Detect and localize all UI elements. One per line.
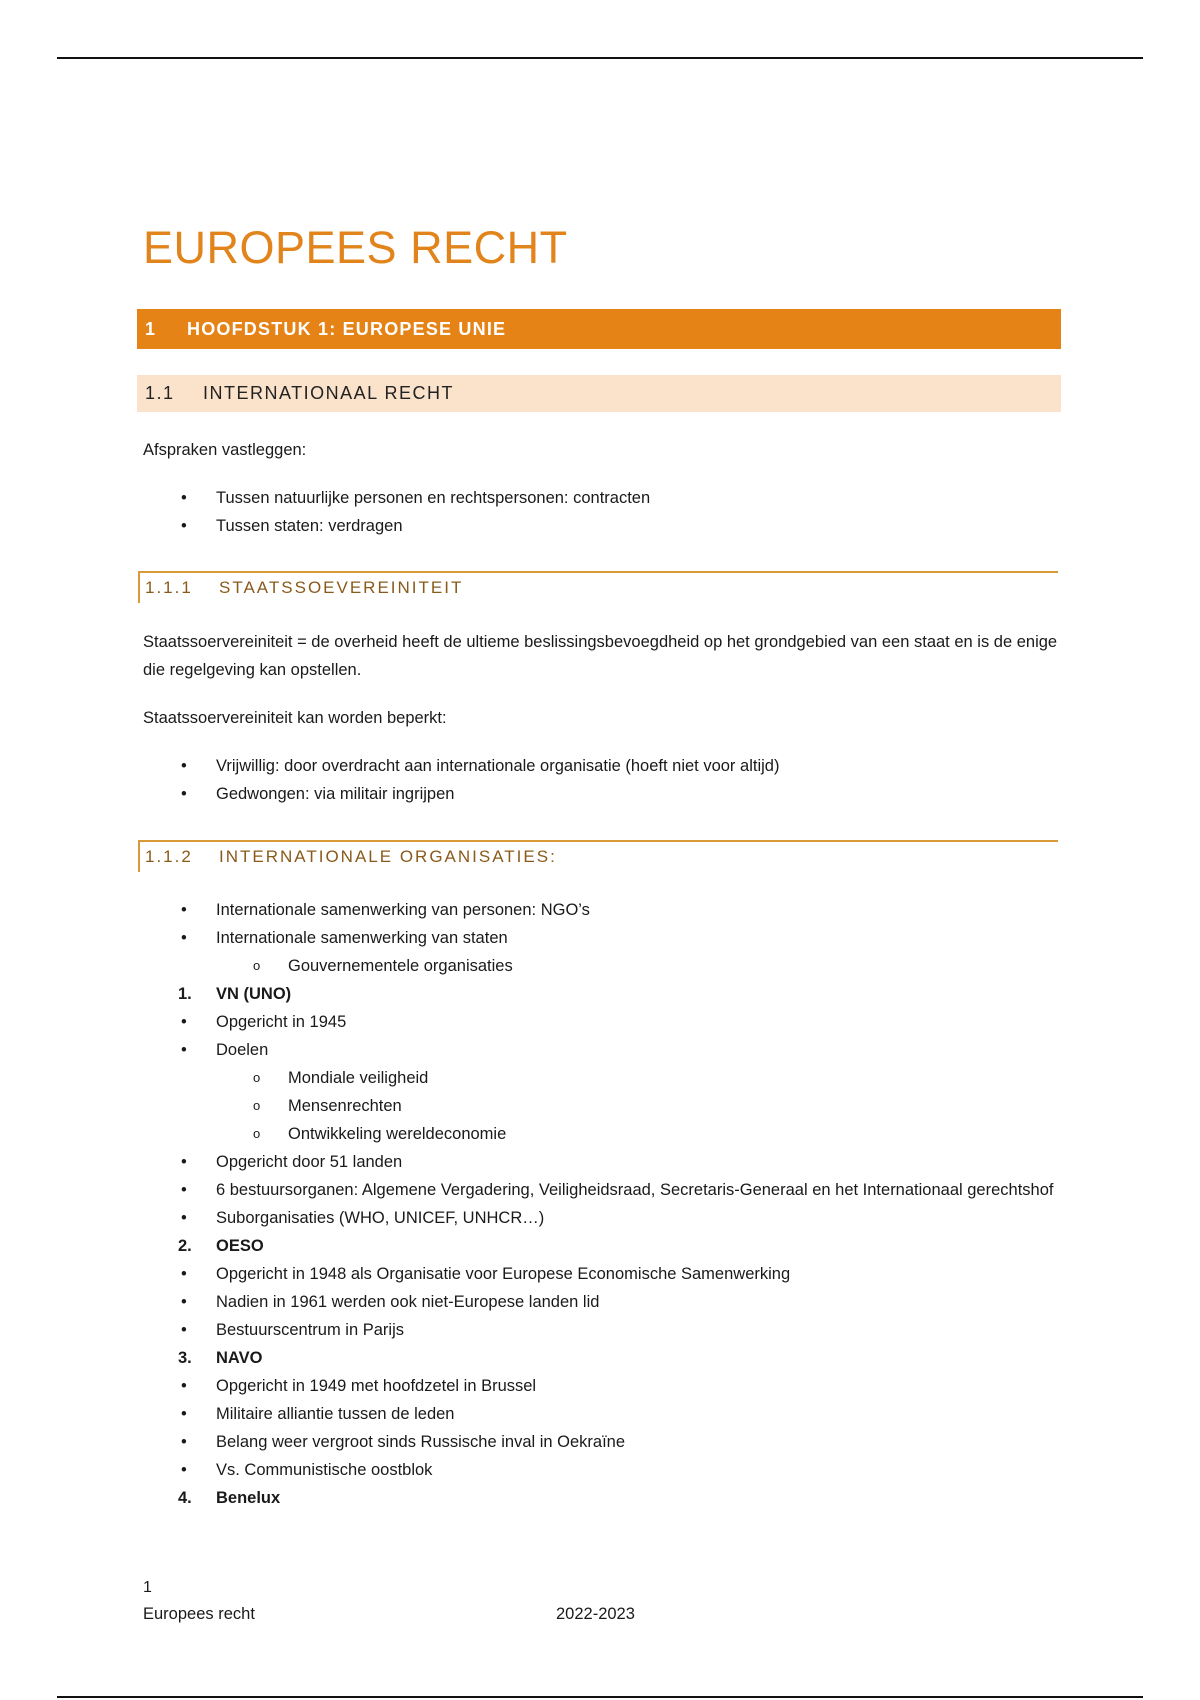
header-rule: [57, 57, 1143, 59]
footer-document-name: Europees recht: [143, 1605, 255, 1623]
list-item: • Tussen natuurlijke personen en rechtspersonen: contracten: [181, 489, 651, 507]
list-item: • Tussen staten: verdragen: [181, 517, 403, 535]
list-item: • Internationale samenwerking van staten: [181, 929, 508, 947]
organisations-list: [143, 896, 1063, 1512]
heading-2-number: 1.1: [145, 383, 175, 403]
list-item: • Opgericht in 1945: [181, 1013, 347, 1031]
footer-page-number: 1: [143, 1579, 152, 1596]
list-item: • Nadien in 1961 werden ook niet-Europese landen lid: [181, 1293, 600, 1311]
list-item: • Vrijwillig: door overdracht aan internationale organisatie (hoeft niet voor altijd): [181, 757, 780, 775]
list-item: • Internationale samenwerking van personen: NGO’s: [181, 901, 590, 919]
list-item: • Doelen: [181, 1041, 269, 1059]
list-item: o Mensenrechten: [253, 1097, 402, 1115]
list-item: • Suborganisaties (WHO, UNICEF, UNHCR…): [181, 1209, 545, 1227]
numbered-list-item: 2. OESO: [178, 1237, 264, 1255]
footer-rule: [57, 1696, 1143, 1698]
list-item: • Opgericht in 1948 als Organisatie voor Europese Economische Samenwerking: [181, 1265, 791, 1283]
numbered-list-item: 3. NAVO: [178, 1349, 263, 1367]
list-item: o Gouvernementele organisaties: [253, 957, 513, 975]
heading-2-text: INTERNATIONAAL RECHT: [203, 383, 455, 403]
sovereignty-definition: Staatssoervereiniteit = de overheid heeft de ultieme beslissingsbevoegdheid op het grondgebied van een staat en is de enige die regelgeving kan opstellen.: [143, 633, 1058, 679]
sovereignty-limited-paragraph: Staatssoervereiniteit kan worden beperkt:: [143, 709, 447, 727]
list-item: • Bestuurscentrum in Parijs: [181, 1321, 404, 1339]
list-item: • Gedwongen: via militair ingrijpen: [181, 785, 455, 803]
list-item: • Belang weer vergroot sinds Russische inval in Oekraïne: [181, 1433, 626, 1451]
heading-1: [137, 309, 1061, 349]
sovereignty-bullet-list: [143, 752, 1063, 808]
heading-1-text: HOOFDSTUK 1: EUROPESE UNIE: [187, 318, 507, 339]
list-item: o Ontwikkeling wereldeconomie: [253, 1125, 507, 1143]
list-item: • Militaire alliantie tussen de leden: [181, 1405, 455, 1423]
heading-3-staatssoevereiniteit: [138, 571, 1058, 603]
footer-year: 2022-2023: [556, 1605, 635, 1623]
heading-3-text: STAATSSOEVEREINITEIT: [219, 578, 464, 597]
list-item: • Vs. Communistische oostblok: [181, 1461, 433, 1479]
heading-3-number: 1.1.1: [145, 578, 193, 597]
numbered-list-item: 4. Benelux: [178, 1489, 281, 1507]
heading-3-text: INTERNATIONALE ORGANISATIES:: [219, 847, 557, 866]
numbered-list-item: 1. VN (UNO): [178, 985, 292, 1003]
list-item: • Opgericht in 1949 met hoofdzetel in Brussel: [181, 1377, 537, 1395]
intro-bullet-list: [143, 484, 1063, 540]
intro-paragraph: Afspraken vastleggen:: [143, 441, 307, 459]
list-item: o Mondiale veiligheid: [253, 1069, 429, 1087]
list-item: • Opgericht door 51 landen: [181, 1153, 403, 1171]
heading-3-internationale-organisaties: [138, 840, 1058, 872]
document-title: EUROPEES RECHT: [143, 222, 568, 273]
heading-1-number: 1: [145, 318, 157, 339]
list-item: • 6 bestuursorganen: Algemene Vergadering, Veiligheidsraad, Secretaris-Generaal en het Internationaal gerechtshof: [181, 1181, 1054, 1199]
heading-3-number: 1.1.2: [145, 847, 193, 866]
heading-2: [137, 375, 1061, 412]
